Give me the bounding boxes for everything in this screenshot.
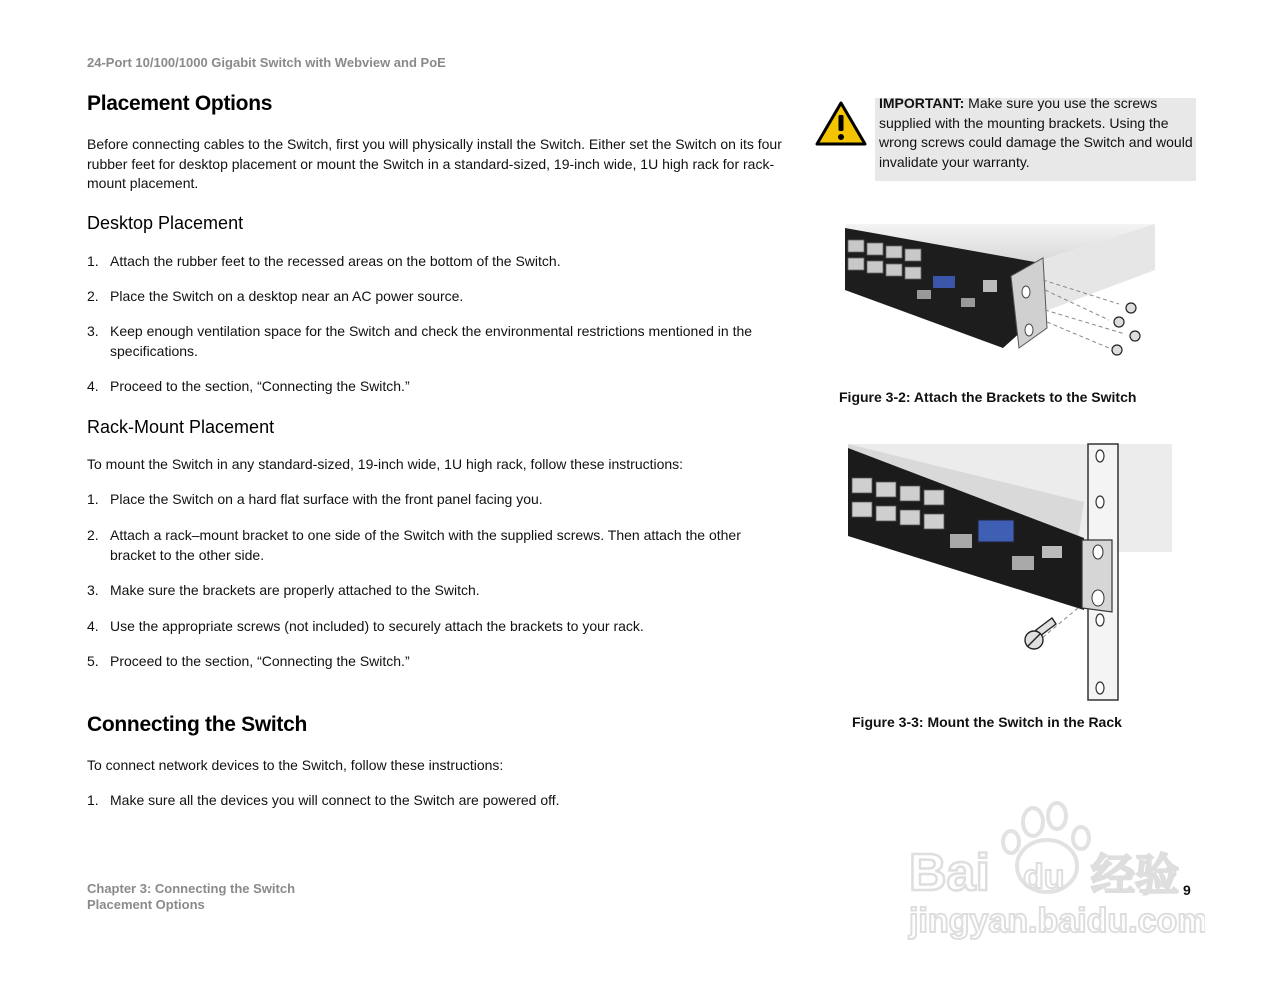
svg-text:jingyan.baidu.com: jingyan.baidu.com xyxy=(909,902,1205,940)
list-item xyxy=(87,322,777,361)
important-notice-text: Make sure you use the screws supplied with the mounting brackets. Using the wrong screws could damage the Switch and would invalidate your warranty. xyxy=(879,95,1193,170)
figure-3-3-caption: Figure 3-3: Mount the Switch in the Rack xyxy=(852,714,1122,730)
rack-intro-paragraph: To mount the Switch in any standard-sized, 19-inch wide, 1U high rack, follow these instructions: xyxy=(87,456,684,472)
list-item-number: 1. xyxy=(87,253,99,269)
baidu-watermark-logo xyxy=(905,800,1205,940)
list-item-number: 2. xyxy=(87,527,99,543)
connecting-switch-heading: Connecting the Switch xyxy=(87,713,308,736)
list-item-text: Proceed to the section, “Connecting the Switch.” xyxy=(110,653,410,669)
list-item-text: Place the Switch on a hard flat surface with the front panel facing you. xyxy=(110,491,543,507)
figure-mount-rack-image xyxy=(846,442,1176,702)
list-item-number: 4. xyxy=(87,378,99,394)
placement-options-heading: Placement Options xyxy=(87,92,273,115)
list-item-number: 3. xyxy=(87,323,99,339)
list-item xyxy=(87,287,777,307)
list-item xyxy=(87,617,777,637)
svg-text:du: du xyxy=(1023,858,1065,896)
list-item-number: 2. xyxy=(87,288,99,304)
list-item-text: Make sure the brackets are properly attached to the Switch. xyxy=(110,582,480,598)
important-notice-label: IMPORTANT: xyxy=(879,95,965,111)
rack-mount-heading: Rack-Mount Placement xyxy=(87,417,275,437)
list-item-number: 5. xyxy=(87,653,99,669)
list-item-text: Make sure all the devices you will connect to the Switch are powered off. xyxy=(110,792,560,808)
important-notice xyxy=(879,94,1199,172)
connecting-intro-paragraph: To connect network devices to the Switch, follow these instructions: xyxy=(87,757,504,773)
svg-text:Bai: Bai xyxy=(909,844,990,902)
footer-section: Placement Options xyxy=(87,897,205,912)
page-number: 9 xyxy=(1183,882,1191,898)
list-item-number: 1. xyxy=(87,792,99,808)
list-item xyxy=(87,652,777,672)
svg-text:经验: 经验 xyxy=(1091,850,1179,901)
list-item-text: Proceed to the section, “Connecting the Switch.” xyxy=(110,378,410,394)
warning-triangle-icon xyxy=(815,100,867,146)
list-item-text: Use the appropriate screws (not included) to securely attach the brackets to your rack. xyxy=(110,618,644,634)
figure-attach-brackets-image xyxy=(843,220,1163,360)
list-item xyxy=(87,252,777,272)
list-item xyxy=(87,490,777,510)
document-header-title: 24-Port 10/100/1000 Gigabit Switch with Webview and PoE xyxy=(87,55,446,70)
list-item-text: Place the Switch on a desktop near an AC power source. xyxy=(110,288,464,304)
footer-chapter: Chapter 3: Connecting the Switch xyxy=(87,881,296,896)
placement-intro-paragraph: Before connecting cables to the Switch, first you will physically install the Switch. Either set the Switch on its four rubber feet for desktop placement or mount the Switch in a standard-sized, 19-inch wide, 1U high rack for rack-mount placement. xyxy=(87,136,782,191)
desktop-placement-heading: Desktop Placement xyxy=(87,213,244,233)
list-item-number: 1. xyxy=(87,491,99,507)
list-item xyxy=(87,526,777,565)
list-item xyxy=(87,791,777,811)
list-item-text: Keep enough ventilation space for the Switch and check the environmental restrictions mentioned in the specifications. xyxy=(110,323,753,359)
list-item-number: 3. xyxy=(87,582,99,598)
list-item-number: 4. xyxy=(87,618,99,634)
list-item-text: Attach a rack–mount bracket to one side of the Switch with the supplied screws. Then attach the other bracket to the other side. xyxy=(110,527,741,563)
list-item xyxy=(87,581,777,601)
list-item xyxy=(87,377,777,397)
list-item-text: Attach the rubber feet to the recessed areas on the bottom of the Switch. xyxy=(110,253,561,269)
figure-3-2-caption: Figure 3-2: Attach the Brackets to the Switch xyxy=(839,389,1137,405)
